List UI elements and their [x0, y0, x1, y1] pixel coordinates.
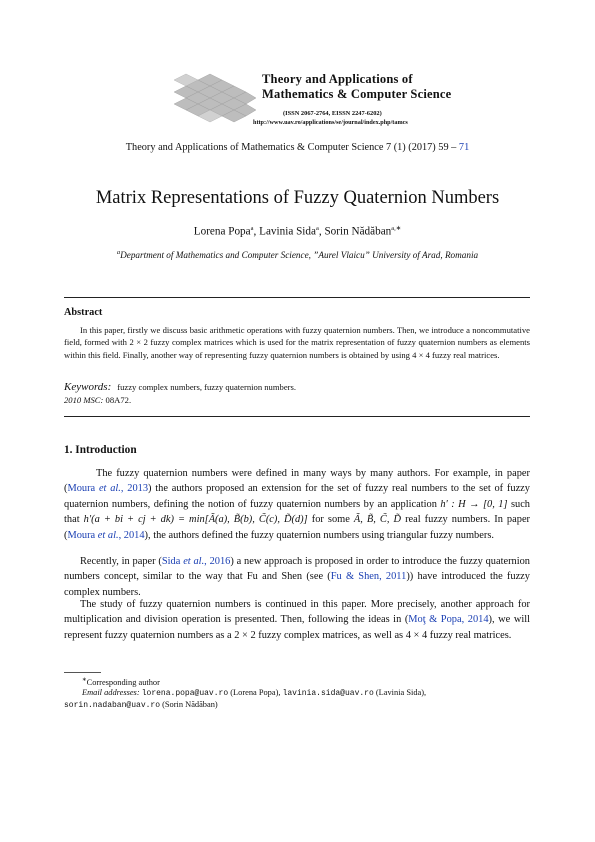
para-text: )) have introduced the fuzzy complex numbers.: [64, 571, 530, 598]
keywords-label: Keywords:: [64, 381, 112, 393]
footnote-rule: [64, 672, 101, 673]
author-affiliation-mark: a,∗: [391, 225, 402, 232]
abstract-heading: Abstract: [64, 307, 103, 318]
footnote-mark: ∗: [82, 677, 87, 683]
para-text: ) the authors proposed an extension for the set of fuzzy real numbers to the set of fuzzy quaternion numbers, defining the notion of fuzzy quaternion numbers by an application: [64, 483, 530, 510]
email-owner: (Sorin Nădăban): [162, 700, 218, 709]
citation-year: , 2013: [120, 483, 149, 495]
para-text: Recently, in paper (: [80, 556, 162, 567]
para-text: ), we will represent fuzzy quaternion numbers as a 2 × 2 fuzzy complex matrices, as well as 4 × 4 fuzzy real matrices.: [64, 614, 530, 641]
abstract-top-rule: [64, 297, 530, 298]
abstract-text: In this paper, firstly we discuss basic arithmetic operations with fuzzy quaternion numbers. Then, we introduce a noncommutative field, formed with 2 × 2 fuzzy complex matrices which is used for the matrix representation of fuzzy quaternion numbers as elements within this field. Finally, another way of representing fuzzy quaternion numbers is obtained by using 4 × 4 fuzzy real matrices.: [64, 325, 530, 360]
citation-year: , 2014: [118, 529, 145, 541]
author-name: Sorin Nădăban: [324, 225, 392, 238]
para-text: such that: [64, 498, 530, 526]
para-text: The study of fuzzy quaternion numbers is continued in this paper. More precisely, another approach for multiplication and division operation is presented. Then, following the ideas in (: [64, 599, 530, 626]
affiliation: [0, 249, 595, 260]
keywords-line: [64, 381, 296, 393]
keywords-text: fuzzy complex numbers, fuzzy quaternion numbers.: [117, 382, 297, 392]
author-name: Lorena Popa: [193, 225, 251, 238]
journal-citation: [0, 142, 595, 153]
footnote-text: Corresponding author: [86, 677, 160, 687]
citation-moura-2014-link[interactable]: [67, 530, 144, 541]
para-text: for some: [311, 514, 350, 526]
journal-issn: (ISSN 2067-2764, EISSN 2247-6202): [283, 110, 382, 117]
email-link[interactable]: sorin.nadaban@uav.ro: [64, 701, 161, 710]
intro-paragraph-1: [64, 466, 530, 543]
author-affiliation-mark: a: [315, 225, 319, 232]
msc-line: [64, 395, 131, 405]
email-owner: (Lavinia Sida),: [375, 688, 427, 697]
section-heading-introduction: 1. Introduction: [64, 444, 137, 456]
para-text: ) a new approach is proposed in order to introduce the fuzzy quaternion numbers concept, similar to the way that Fu and Shen (see (: [64, 556, 531, 583]
journal-logo-artwork: [168, 70, 256, 128]
journal-name: [262, 72, 451, 102]
math-expression: h′ : H → [0, 1]: [440, 498, 508, 510]
citation-mot-popa-2014-link[interactable]: Moţ & Popa, 2014: [408, 614, 489, 626]
msc-code: 08A72.: [105, 395, 132, 405]
math-expression: h′(a + bi + cj + dk) = min[Ã(a), B̃(b), C̃(c), D̃(d)]: [83, 514, 308, 526]
citation-etal: et al.: [98, 483, 121, 495]
para-text: ), the authors defined the fuzzy quaternion numbers using triangular fuzzy numbers.: [144, 529, 494, 541]
citation-etal: et al.: [97, 529, 119, 541]
paper-title: Matrix Representations of Fuzzy Quaternion Numbers: [95, 188, 500, 208]
author-list: Lorena Popa$^a$, Lavinia Sida$^a$, Sorin Nădăban$^{a,∗}$: [193, 225, 402, 238]
citation-etal: et al.: [183, 556, 205, 567]
author-affiliation-mark: a: [250, 225, 254, 232]
email-label: Email addresses:: [82, 688, 140, 697]
journal-url[interactable]: http://www.uav.ro/applications/se/journal/index.php/tamcs: [253, 119, 408, 126]
author-name: Lavinia Sida: [259, 225, 316, 238]
citation-text: Theory and Applications of Mathematics & Computer Science 7 (1) (2017) 59 –: [125, 142, 457, 153]
math-expression: Ã, B̃, C̃, D̃: [353, 514, 401, 526]
citation-fu-shen-2011-link[interactable]: Fu & Shen, 2011: [330, 571, 407, 583]
intro-paragraph-2: [64, 554, 530, 600]
citation-moura-2013-link[interactable]: [67, 483, 148, 494]
footnote-corresponding-author: [82, 677, 160, 687]
citation-year: , 2016: [204, 556, 231, 567]
journal-name-line1: Theory and Applications of: [262, 72, 413, 86]
footnote-emails-line2: [64, 700, 218, 710]
email-link[interactable]: lorena.popa@uav.ro: [141, 689, 229, 698]
citation-last-page-link[interactable]: 71: [458, 142, 470, 153]
citation-author: Moura: [67, 529, 96, 541]
journal-name-line2: Mathematics & Computer Science: [262, 87, 452, 101]
affiliation-text: Department of Mathematics and Computer Science, ”Aurel Vlaicu” University of Arad, Romania: [120, 250, 479, 261]
footnote-emails-line1: [82, 688, 426, 698]
email-link[interactable]: lavinia.sida@uav.ro: [282, 689, 374, 698]
intro-paragraph-3: [64, 597, 530, 643]
abstract-bottom-rule: [64, 416, 530, 417]
citation-sida-2016-link[interactable]: [162, 556, 230, 567]
citation-author: Moura: [67, 483, 96, 495]
para-text: real fuzzy numbers. In paper (: [64, 514, 531, 541]
email-owner: (Lorena Popa),: [230, 688, 281, 697]
affiliation-mark: a: [116, 249, 121, 256]
citation-author: Sida: [161, 556, 181, 567]
para-text: The fuzzy quaternion numbers were defined in many ways by many authors. For example, in paper (: [64, 468, 530, 495]
msc-label: 2010 MSC:: [64, 395, 104, 405]
